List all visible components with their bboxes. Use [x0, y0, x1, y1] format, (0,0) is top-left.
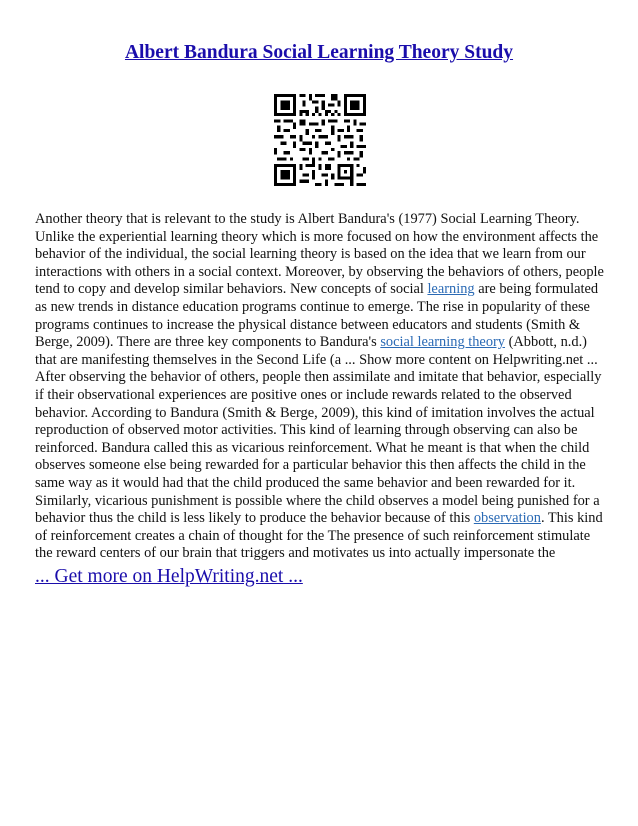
paragraph-2: [35, 369, 607, 563]
observation-link[interactable]: observation: [473, 510, 541, 527]
qr-code-icon: [274, 94, 366, 186]
page-title: [0, 40, 638, 66]
article-body: [35, 211, 607, 563]
title-link[interactable]: Albert Bandura Social Learning Theory Study: [124, 42, 514, 63]
learning-link[interactable]: learning: [427, 281, 475, 298]
paragraph-1-text-b: are being formulated as new trends in distance education programs continue to emerge. The rise in popularity of these programs continues to increase the physical distance between educators and students (Smith & Berge, 2009). There are three key components to Bandura's: [35, 281, 599, 351]
paragraph-2-text-b: . This kind of reinforcement creates a chain of thought for the The presence of such reinforcement stimulate the reward centers of our brain that triggers and motivates us into actually impersonate the: [35, 510, 603, 562]
social-learning-theory-link[interactable]: social learning theory: [380, 334, 506, 351]
paragraph-1-text-a: Another theory that is relevant to the study is Albert Bandura's (1977) Social Learning Theory. Unlike the experiential learning theory which is more focused on how the environment affects the behavior of the individual, the social learning theory is based on the idea that we learn from our interactions with others in a social context. Moreover, by observing the behaviors of others, people tend to copy and develop similar behaviors. New concepts of social: [35, 211, 604, 298]
paragraph-1-text-c: (Abbott, n.d.) that are manifesting themselves in the Second Life (a ... Show more content on Helpwriting.net ...: [35, 334, 598, 368]
paragraph-1: [35, 211, 607, 369]
get-more-link[interactable]: ... Get more on HelpWriting.net ...: [35, 566, 303, 587]
get-more-section: [35, 565, 303, 589]
paragraph-2-text-a: After observing the behavior of others, people then assimilate and imitate that behavior, especially if their observational experiences are positive ones or include rewards related to the observed behavior. According to Bandura (Smith & Berge, 2009), this kind of imitation involves the actual reproduction of observed motor activities. This kind of learning through observing can also be reinforced. Bandura called this as vicarious reinforcement. What he meant is that when the child observes someone else being rewarded for a particular behavior this then affects the child in the same way as it would had that the child produced the same behavior and been rewarded for it. Similarly, vicarious punishment is possible where the child observes a model being punished for a behavior thus the child is less likely to produce the behavior because of this: [35, 369, 602, 527]
